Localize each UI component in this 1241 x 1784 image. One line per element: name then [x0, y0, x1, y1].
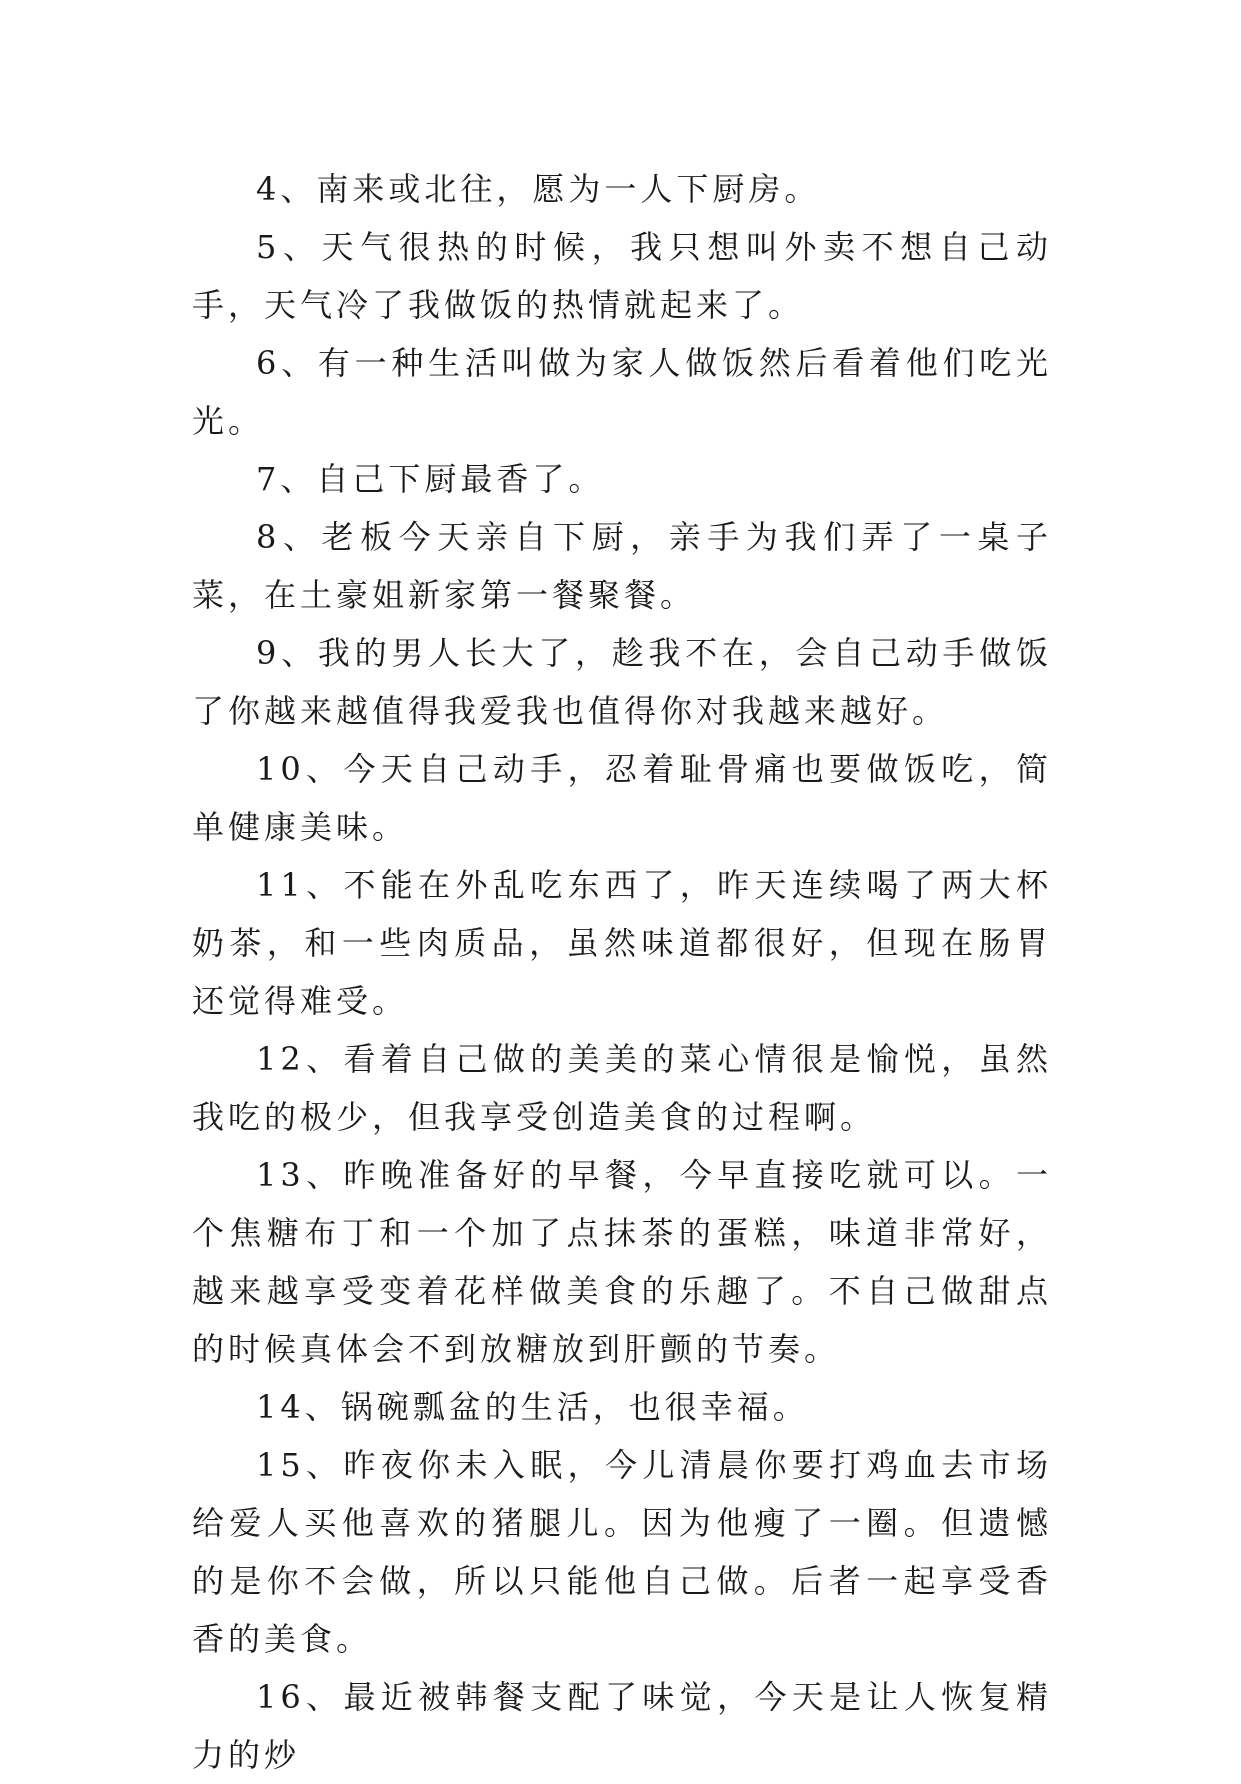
paragraph-12: 12、看着自己做的美美的菜心情很是愉悦，虽然我吃的极少，但我享受创造美食的过程啊。 — [192, 1040, 1052, 1136]
paragraph-15: 15、昨夜你未入眠，今儿清晨你要打鸡血去市场给爱人买他喜欢的猪腿儿。因为他瘦了一圈。但遗憾的是你不会做，所以只能他自己做。后者一起享受香香的美食。 — [192, 1446, 1052, 1658]
paragraph-11: 11、不能在外乱吃东西了，昨天连续喝了两大杯奶茶，和一些肉质品，虽然味道都很好，但现在肠胃还觉得难受。 — [192, 866, 1052, 1020]
paragraph-8: 8、老板今天亲自下厨，亲手为我们弄了一桌子菜，在土豪姐新家第一餐聚餐。 — [192, 518, 1052, 614]
paragraph-10: 10、今天自己动手，忍着耻骨痛也要做饭吃，简单健康美味。 — [192, 750, 1052, 846]
paragraph-7: 7、自己下厨最香了。 — [256, 460, 605, 498]
paragraph-5: 5、天气很热的时候，我只想叫外卖不想自己动手，天气冷了我做饭的热情就起来了。 — [192, 228, 1052, 324]
paragraph-6: 6、有一种生活叫做为家人做饭然后看着他们吃光光。 — [192, 344, 1052, 440]
paragraph-13: 13、昨晚准备好的早餐，今早直接吃就可以。一个焦糖布丁和一个加了点抹茶的蛋糕，味道非常好，越来越享受变着花样做美食的乐趣了。不自己做甜点的时候真体会不到放糖放到肝颤的节奏。 — [192, 1156, 1052, 1368]
paragraph-14: 14、锅碗瓢盆的生活，也很幸福。 — [256, 1388, 809, 1426]
paragraph-16: 16、最近被韩餐支配了味觉，今天是让人恢复精力的炒 — [192, 1678, 1052, 1774]
document-body — [192, 160, 1052, 1784]
paragraph-9: 9、我的男人长大了，趁我不在，会自己动手做饭了你越来越值得我爱我也值得你对我越来越好。 — [192, 634, 1052, 730]
paragraph-4: 4、南来或北往，愿为一人下厨房。 — [256, 170, 821, 208]
